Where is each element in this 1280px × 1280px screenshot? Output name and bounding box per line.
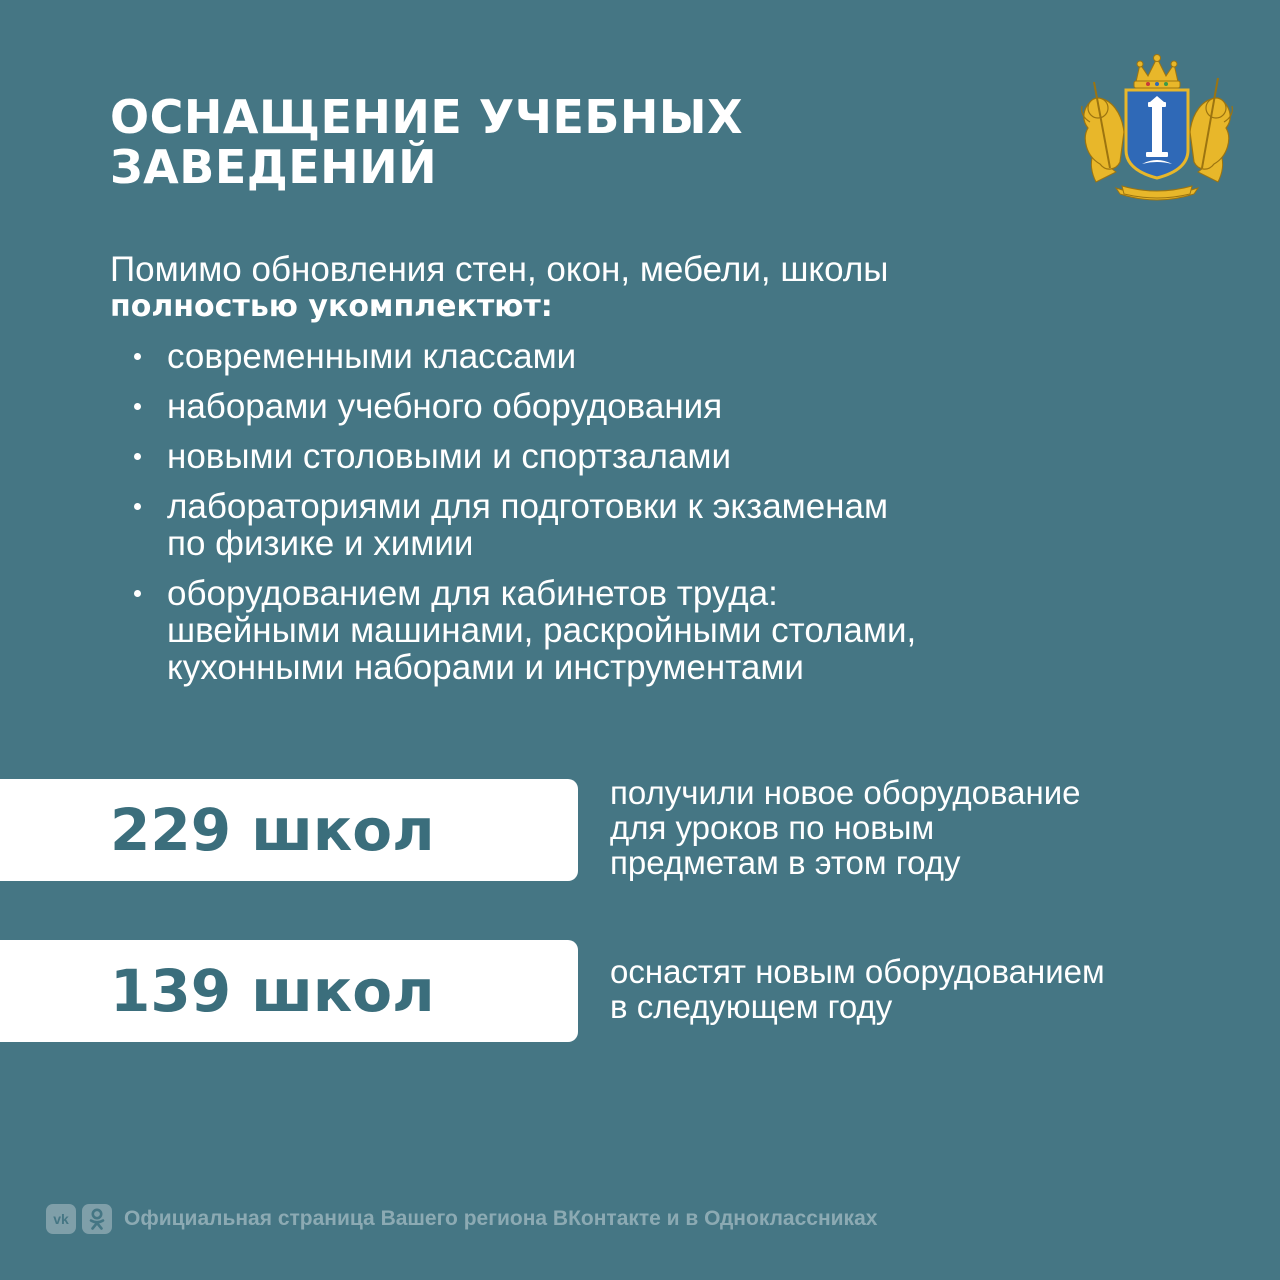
stat-card-next-year [0,940,578,1042]
bullet-icon [134,453,141,460]
bullet-icon [134,403,141,410]
equipment-list [110,338,1070,699]
list-item [110,388,1070,425]
bullet-icon [134,590,141,597]
bullet-icon [134,503,141,510]
vk-icon[interactable] [46,1204,76,1234]
stat-value: 139 школ [110,957,435,1025]
bullet-icon [134,353,141,360]
stat-description-line: получили новое оборудование [610,774,1081,811]
list-item-text: по физике и химии [167,524,474,563]
title-line-1: ОСНАЩЕНИЕ УЧЕБНЫХ [110,90,744,144]
list-item-text: оборудованием для кабинетов труда: [167,574,778,613]
stat-card-this-year [0,779,578,881]
list-item-text: кухонными наборами и инструментами [167,648,804,687]
footer [46,1203,877,1235]
list-item [110,488,1070,562]
list-item-text: лабораториями для подготовки к экзаменам [167,487,889,526]
list-item [110,438,1070,475]
intro-bold-text: полностью укомплектют: [110,289,553,324]
stat-value: 229 школ [110,796,435,864]
odnoklassniki-icon[interactable] [82,1204,112,1234]
stat-description-next-year [610,954,1210,1024]
coat-of-arms-icon [1076,52,1238,202]
stat-description-this-year [610,775,1210,880]
stat-description-line: для уроков по новым [610,809,935,846]
list-item-text: наборами учебного оборудования [167,387,723,426]
stat-description-line: оснастят новым оборудованием [610,953,1105,990]
title-line-2: ЗАВЕДЕНИЙ [110,140,438,194]
stat-description-line: предметам в этом году [610,844,961,881]
vk-icon-glyph: vk [53,1211,69,1227]
page-title [110,92,870,192]
intro-text: Помимо обновления стен, окон, мебели, школы [110,250,889,289]
list-item [110,575,1070,686]
footer-text: Официальная страница Вашего региона ВКонтакте и в Одноклассниках [124,1207,878,1230]
intro-paragraph [110,251,1070,325]
list-item [110,338,1070,375]
list-item-text: новыми столовыми и спортзалами [167,437,732,476]
stat-description-line: в следующем году [610,988,893,1025]
list-item-text: швейными машинами, раскройными столами, [167,611,917,650]
list-item-text: современными классами [167,337,577,376]
